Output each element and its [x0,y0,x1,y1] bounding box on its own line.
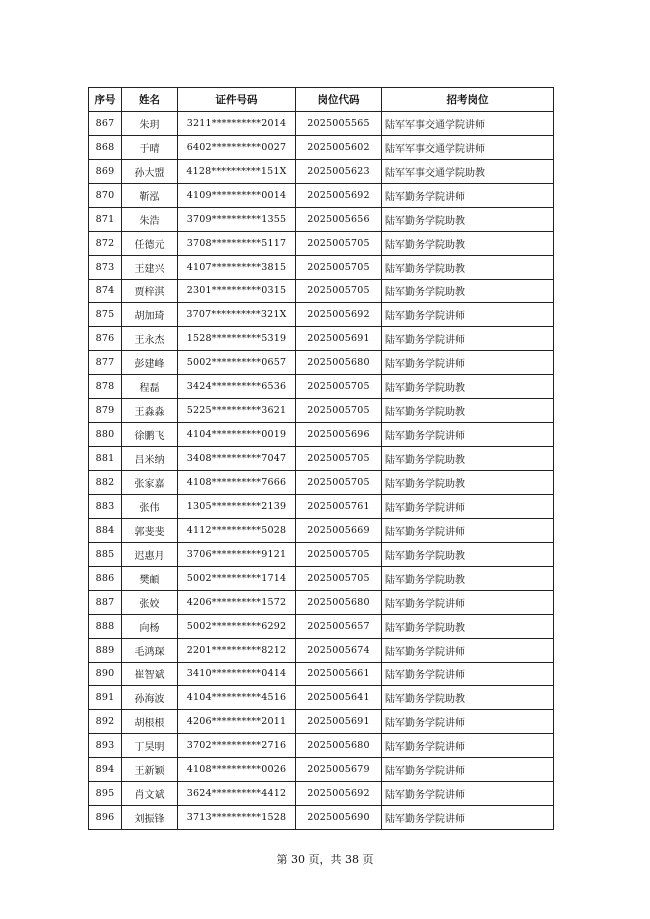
cell-code: 2025005692 [296,782,382,806]
cell-name: 胡加琦 [122,303,178,327]
cell-post: 陆军军事交通学院助教 [382,159,554,183]
cell-seq: 888 [89,614,122,638]
cell-code: 2025005696 [296,423,382,447]
cell-seq: 873 [89,255,122,279]
cell-code: 2025005680 [296,734,382,758]
cell-name: 王淼淼 [122,399,178,423]
cell-seq: 874 [89,279,122,303]
table-row [89,734,554,758]
cell-post: 陆军勤务学院讲师 [382,590,554,614]
header-post: 招考岗位 [382,88,554,112]
cell-seq: 886 [89,566,122,590]
cell-code: 2025005669 [296,518,382,542]
cell-idno: 2301**********0315 [178,279,296,303]
cell-idno: 2201**********8212 [178,638,296,662]
cell-code: 2025005680 [296,351,382,375]
cell-post: 陆军勤务学院助教 [382,566,554,590]
table-row [89,518,554,542]
cell-post: 陆军勤务学院讲师 [382,327,554,351]
table-row [89,494,554,518]
cell-idno: 4206**********2011 [178,710,296,734]
cell-post: 陆军勤务学院助教 [382,614,554,638]
cell-seq: 878 [89,375,122,399]
cell-idno: 3408**********7047 [178,447,296,471]
cell-idno: 3211**********2014 [178,111,296,135]
cell-seq: 885 [89,542,122,566]
cell-seq: 883 [89,494,122,518]
cell-seq: 894 [89,758,122,782]
cell-seq: 871 [89,207,122,231]
cell-post: 陆军勤务学院讲师 [382,518,554,542]
header-seq: 序号 [89,88,122,112]
cell-name: 于晴 [122,135,178,159]
cell-seq: 892 [89,710,122,734]
header-post-code: 岗位代码 [296,88,382,112]
table-body [89,111,554,829]
cell-seq: 872 [89,231,122,255]
cell-code: 2025005705 [296,255,382,279]
table-row [89,590,554,614]
cell-code: 2025005705 [296,279,382,303]
table-row [89,279,554,303]
table-row [89,183,554,207]
cell-post: 陆军勤务学院助教 [382,399,554,423]
cell-idno: 5002**********6292 [178,614,296,638]
cell-seq: 868 [89,135,122,159]
page-footer: 第 30 页，共 38 页 [276,853,374,866]
table-row [89,375,554,399]
cell-idno: 4206**********1572 [178,590,296,614]
table-row [89,447,554,471]
cell-post: 陆军勤务学院讲师 [382,303,554,327]
cell-idno: 5002**********0657 [178,351,296,375]
cell-idno: 3707**********321X [178,303,296,327]
table-row [89,159,554,183]
cell-seq: 893 [89,734,122,758]
cell-post: 陆军勤务学院助教 [382,686,554,710]
cell-name: 王建兴 [122,255,178,279]
cell-idno: 1305**********2139 [178,494,296,518]
cell-name: 张伟 [122,494,178,518]
cell-name: 孙海波 [122,686,178,710]
cell-seq: 870 [89,183,122,207]
table-row [89,111,554,135]
cell-name: 朱浩 [122,207,178,231]
cell-seq: 882 [89,471,122,495]
cell-idno: 4112**********5028 [178,518,296,542]
header-id-number: 证件号码 [178,88,296,112]
cell-code: 2025005705 [296,375,382,399]
cell-name: 张姣 [122,590,178,614]
cell-name: 靳泓 [122,183,178,207]
cell-seq: 875 [89,303,122,327]
cell-code: 2025005656 [296,207,382,231]
cell-post: 陆军勤务学院讲师 [382,782,554,806]
cell-idno: 4104**********0019 [178,423,296,447]
cell-code: 2025005674 [296,638,382,662]
table-row [89,686,554,710]
table-row [89,231,554,255]
table-row [89,135,554,159]
cell-post: 陆军勤务学院助教 [382,375,554,399]
cell-name: 王新颖 [122,758,178,782]
table-row [89,614,554,638]
cell-idno: 3424**********6536 [178,375,296,399]
cell-code: 2025005565 [296,111,382,135]
cell-name: 迟惠月 [122,542,178,566]
cell-code: 2025005692 [296,303,382,327]
cell-seq: 887 [89,590,122,614]
cell-post: 陆军勤务学院助教 [382,542,554,566]
table-row [89,542,554,566]
cell-idno: 5002**********1714 [178,566,296,590]
cell-post: 陆军勤务学院助教 [382,207,554,231]
cell-code: 2025005705 [296,566,382,590]
header-name: 姓名 [122,88,178,112]
cell-idno: 3702**********2716 [178,734,296,758]
cell-name: 丁昊明 [122,734,178,758]
cell-name: 徐鹏飞 [122,423,178,447]
cell-seq: 890 [89,662,122,686]
cell-code: 2025005657 [296,614,382,638]
cell-post: 陆军勤务学院讲师 [382,638,554,662]
table-row [89,351,554,375]
cell-name: 毛鸿琛 [122,638,178,662]
cell-code: 2025005691 [296,327,382,351]
table-row [89,399,554,423]
cell-post: 陆军勤务学院讲师 [382,734,554,758]
cell-name: 向杨 [122,614,178,638]
cell-idno: 6402**********0027 [178,135,296,159]
table-row [89,471,554,495]
cell-code: 2025005705 [296,231,382,255]
cell-seq: 869 [89,159,122,183]
cell-seq: 889 [89,638,122,662]
cell-name: 王永杰 [122,327,178,351]
applicant-table [88,87,554,830]
cell-seq: 881 [89,447,122,471]
table-row [89,207,554,231]
cell-post: 陆军勤务学院讲师 [382,710,554,734]
cell-name: 任德元 [122,231,178,255]
cell-idno: 1528**********5319 [178,327,296,351]
table-row [89,423,554,447]
cell-name: 孙大盟 [122,159,178,183]
cell-code: 2025005705 [296,447,382,471]
table-header-row [89,88,554,112]
cell-idno: 3410**********0414 [178,662,296,686]
cell-code: 2025005680 [296,590,382,614]
cell-code: 2025005691 [296,710,382,734]
table-row [89,303,554,327]
table-row [89,710,554,734]
cell-idno: 3713**********1528 [178,806,296,830]
cell-code: 2025005692 [296,183,382,207]
cell-name: 崔智斌 [122,662,178,686]
cell-seq: 867 [89,111,122,135]
cell-idno: 4104**********4516 [178,686,296,710]
cell-post: 陆军勤务学院助教 [382,255,554,279]
cell-name: 樊頔 [122,566,178,590]
cell-post: 陆军勤务学院讲师 [382,662,554,686]
cell-name: 程磊 [122,375,178,399]
cell-name: 吕米纳 [122,447,178,471]
cell-name: 张家嘉 [122,471,178,495]
cell-code: 2025005705 [296,471,382,495]
table-row [89,327,554,351]
cell-code: 2025005761 [296,494,382,518]
cell-post: 陆军军事交通学院讲师 [382,111,554,135]
cell-name: 刘振锋 [122,806,178,830]
cell-code: 2025005641 [296,686,382,710]
cell-name: 郭斐斐 [122,518,178,542]
table-row [89,782,554,806]
cell-post: 陆军勤务学院助教 [382,471,554,495]
table-row [89,806,554,830]
cell-code: 2025005705 [296,399,382,423]
table-row [89,638,554,662]
cell-name: 彭建峰 [122,351,178,375]
cell-name: 朱玥 [122,111,178,135]
cell-code: 2025005602 [296,135,382,159]
cell-idno: 3706**********9121 [178,542,296,566]
cell-idno: 4108**********7666 [178,471,296,495]
cell-idno: 4109**********0014 [178,183,296,207]
cell-post: 陆军勤务学院讲师 [382,494,554,518]
table-row [89,255,554,279]
cell-seq: 891 [89,686,122,710]
cell-seq: 876 [89,327,122,351]
cell-post: 陆军勤务学院助教 [382,231,554,255]
cell-idno: 3708**********5117 [178,231,296,255]
cell-post: 陆军军事交通学院讲师 [382,135,554,159]
cell-post: 陆军勤务学院助教 [382,279,554,303]
cell-post: 陆军勤务学院讲师 [382,183,554,207]
cell-idno: 4107**********3815 [178,255,296,279]
cell-idno: 4108**********0026 [178,758,296,782]
table-row [89,758,554,782]
cell-post: 陆军勤务学院讲师 [382,758,554,782]
cell-code: 2025005661 [296,662,382,686]
cell-post: 陆军勤务学院讲师 [382,351,554,375]
cell-code: 2025005690 [296,806,382,830]
cell-seq: 884 [89,518,122,542]
table-row [89,662,554,686]
cell-name: 胡根根 [122,710,178,734]
cell-code: 2025005705 [296,542,382,566]
cell-idno: 4128**********151X [178,159,296,183]
cell-post: 陆军勤务学院助教 [382,447,554,471]
cell-code: 2025005679 [296,758,382,782]
cell-seq: 879 [89,399,122,423]
cell-seq: 877 [89,351,122,375]
table-row [89,566,554,590]
cell-code: 2025005623 [296,159,382,183]
cell-name: 肖文斌 [122,782,178,806]
cell-idno: 5225**********3621 [178,399,296,423]
cell-seq: 896 [89,806,122,830]
cell-idno: 3624**********4412 [178,782,296,806]
cell-seq: 895 [89,782,122,806]
cell-name: 贾梓淇 [122,279,178,303]
cell-idno: 3709**********1355 [178,207,296,231]
cell-seq: 880 [89,423,122,447]
cell-post: 陆军勤务学院讲师 [382,423,554,447]
cell-post: 陆军勤务学院讲师 [382,806,554,830]
